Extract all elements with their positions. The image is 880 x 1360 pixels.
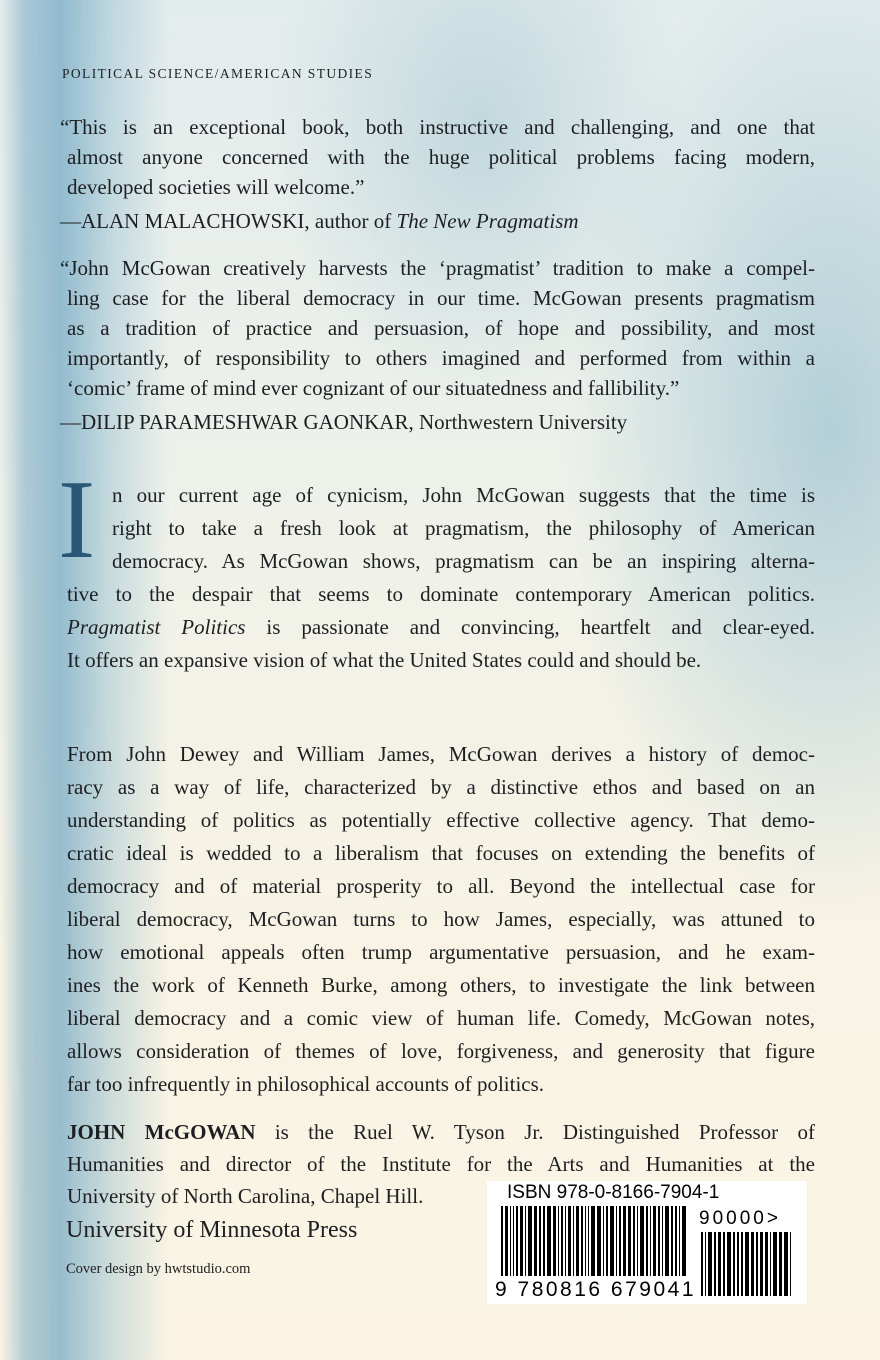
- text-line: Humanities and director of the Institute for the Arts and Humanities at the: [67, 1152, 815, 1176]
- text-line: cratic ideal is wedded to a liberalism that focuses on extending the benefits of: [67, 841, 815, 865]
- barcode-bar: [534, 1206, 537, 1276]
- drop-cap: I: [58, 458, 96, 582]
- barcode-bar: [741, 1232, 743, 1296]
- barcode-bar: [588, 1206, 589, 1276]
- barcode-bar: [723, 1232, 725, 1296]
- barcode-bar: [770, 1232, 771, 1296]
- barcode-bar: [619, 1206, 621, 1276]
- text-line: n our current age of cynicism, John McGowan suggests that the time is: [112, 483, 815, 507]
- description-paragraph-2: [60, 738, 815, 1101]
- barcode-bar: [623, 1206, 626, 1276]
- attribution-book-title: The New Pragmatism: [396, 209, 579, 233]
- category-label: POLITICAL SCIENCE/AMERICAN STUDIES: [62, 66, 374, 81]
- barcode-bar: [708, 1232, 712, 1296]
- text-line: how emotional appeals often trump argumentative persuasion, and he exam-: [67, 940, 815, 964]
- text-span: is passionate and convincing, heartfelt and clear-eyed.: [245, 615, 815, 639]
- barcode-bar: [718, 1232, 721, 1296]
- barcode-bar: [633, 1206, 635, 1276]
- text-line: [60, 1116, 815, 1148]
- text-line: right to take a fresh look at pragmatism, the philosophy of American: [112, 516, 815, 540]
- barcode-bar: [513, 1206, 514, 1276]
- cover-design-credit: Cover design by hwtstudio.com: [66, 1261, 251, 1277]
- barcode-bar: [727, 1232, 731, 1296]
- barcode-bar: [591, 1206, 595, 1276]
- text-line: liberal democracy and a comic view of human life. Comedy, McGowan notes,: [67, 1006, 815, 1030]
- addon-barcode-bars: [701, 1232, 793, 1296]
- text-line: “John McGowan creatively harvests the ‘pragmatist’ tradition to make a compel-: [60, 256, 815, 280]
- barcode-bar: [784, 1232, 788, 1296]
- barcode-bar: [745, 1232, 749, 1296]
- barcode-bar: [640, 1206, 644, 1276]
- barcode-bar: [539, 1206, 541, 1276]
- barcode-digits: 9 780816 679041: [495, 1278, 696, 1301]
- publisher-name: University of Minnesota Press: [66, 1217, 358, 1243]
- barcode-bar: [516, 1206, 518, 1276]
- barcode-bar: [682, 1206, 686, 1276]
- text-line: racy as a way of life, characterized by a distinctive ethos and based on an: [67, 775, 815, 799]
- text-line: [60, 611, 815, 644]
- barcode-bar: [510, 1206, 511, 1276]
- barcode-bar: [573, 1206, 574, 1276]
- text-line: as a tradition of practice and persuasion, of hope and possibility, and most: [67, 316, 815, 340]
- barcode-bar: [705, 1232, 706, 1296]
- quote-attribution: —DILIP PARAMESHWAR GAONKAR, Northwestern University: [60, 410, 628, 434]
- barcode-bar: [553, 1206, 556, 1276]
- barcode-bar: [505, 1206, 508, 1276]
- barcode-bar: [525, 1206, 526, 1276]
- addon-code: 90000>: [699, 1208, 781, 1229]
- barcode-bar: [561, 1206, 563, 1276]
- barcode-bar: [751, 1232, 754, 1296]
- text-span: is the Ruel W. Tyson Jr. Distinguished Professor of: [255, 1120, 815, 1144]
- barcode-bar: [585, 1206, 586, 1276]
- text-line: democracy. As McGowan shows, pragmatism can be an inspiring alterna-: [112, 549, 815, 573]
- quote-gaonkar: [60, 253, 815, 437]
- author-name: JOHN McGOWAN: [67, 1120, 256, 1144]
- description-paragraph-1: [60, 479, 815, 677]
- text-line: almost anyone concerned with the huge political problems facing modern,: [67, 145, 815, 169]
- text-line: From John Dewey and William James, McGowan derives a history of democ-: [67, 742, 815, 766]
- barcode-bar: [597, 1206, 601, 1276]
- barcode-bar: [790, 1232, 791, 1296]
- barcode-bar: [733, 1232, 735, 1296]
- book-title: Pragmatist Politics: [67, 615, 246, 639]
- barcode-bar: [665, 1206, 669, 1276]
- text-line: ines the work of Kenneth Burke, among others, to investigate the link between: [67, 973, 815, 997]
- barcode-bar: [760, 1232, 763, 1296]
- text-line: It offers an expansive vision of what the United States could and should be.: [67, 648, 702, 672]
- text-line: far too infrequently in philosophical accounts of politics.: [67, 1072, 545, 1096]
- barcode-bar: [662, 1206, 663, 1276]
- text-line: democracy and of material prosperity to all. Beyond the intellectual case for: [67, 874, 815, 898]
- barcode-bar: [646, 1206, 648, 1276]
- text-line: understanding of politics as potentially effective collective agency. That demo-: [67, 808, 815, 832]
- barcode-bar: [658, 1206, 660, 1276]
- barcode-bar: [610, 1206, 614, 1276]
- text-line: ‘comic’ frame of mind ever cognizant of our situatedness and fallibility.”: [67, 376, 680, 400]
- barcode-bar: [779, 1232, 782, 1296]
- barcode-bar: [558, 1206, 559, 1276]
- barcode-bar: [528, 1206, 532, 1276]
- barcode-bar: [714, 1232, 716, 1296]
- quote-malachowski: [60, 112, 815, 236]
- text-line: allows consideration of themes of love, forgiveness, and generosity that figure: [67, 1039, 815, 1063]
- barcode-bar: [637, 1206, 638, 1276]
- barcode-bar: [756, 1232, 758, 1296]
- barcode-bar: [576, 1206, 579, 1276]
- attribution-author: —ALAN MALACHOWSKI, author of: [60, 209, 397, 233]
- isbn-barcode: [487, 1181, 807, 1304]
- text-line: ling case for the liberal democracy in our time. McGowan presents pragmatism: [67, 286, 815, 310]
- barcode-bar: [603, 1206, 604, 1276]
- barcode-bar: [581, 1206, 583, 1276]
- barcode-bar: [543, 1206, 545, 1276]
- isbn-text: ISBN 978-0-8166-7904-1: [507, 1182, 720, 1203]
- barcode-bar: [671, 1206, 673, 1276]
- barcode-bar: [701, 1232, 703, 1296]
- text-line: tive to the despair that seems to dominate contemporary American politics.: [67, 582, 815, 606]
- barcode-bar: [501, 1206, 503, 1276]
- text-line: liberal democracy, McGowan turns to how James, especially, was attuned to: [67, 907, 815, 931]
- barcode-bars: [501, 1206, 688, 1276]
- barcode-bar: [773, 1232, 777, 1296]
- barcode-bar: [606, 1206, 608, 1276]
- barcode-bar: [737, 1232, 739, 1296]
- barcode-bar: [650, 1206, 651, 1276]
- text-line: “This is an exceptional book, both instructive and challenging, and one that: [60, 115, 815, 139]
- quote-attribution: [60, 206, 579, 236]
- barcode-bar: [568, 1206, 571, 1276]
- barcode-bar: [547, 1206, 551, 1276]
- barcode-bar: [628, 1206, 631, 1276]
- barcode-bar: [653, 1206, 656, 1276]
- barcode-bar: [675, 1206, 677, 1276]
- text-line: developed societies will welcome.”: [67, 175, 365, 199]
- barcode-bar: [765, 1232, 768, 1296]
- text-line: importantly, of responsibility to others imagined and performed from within a: [67, 346, 815, 370]
- text-line: University of North Carolina, Chapel Hill.: [67, 1184, 424, 1208]
- barcode-bar: [616, 1206, 617, 1276]
- barcode-bar: [520, 1206, 523, 1276]
- barcode-bar: [565, 1206, 566, 1276]
- barcode-bar: [679, 1206, 680, 1276]
